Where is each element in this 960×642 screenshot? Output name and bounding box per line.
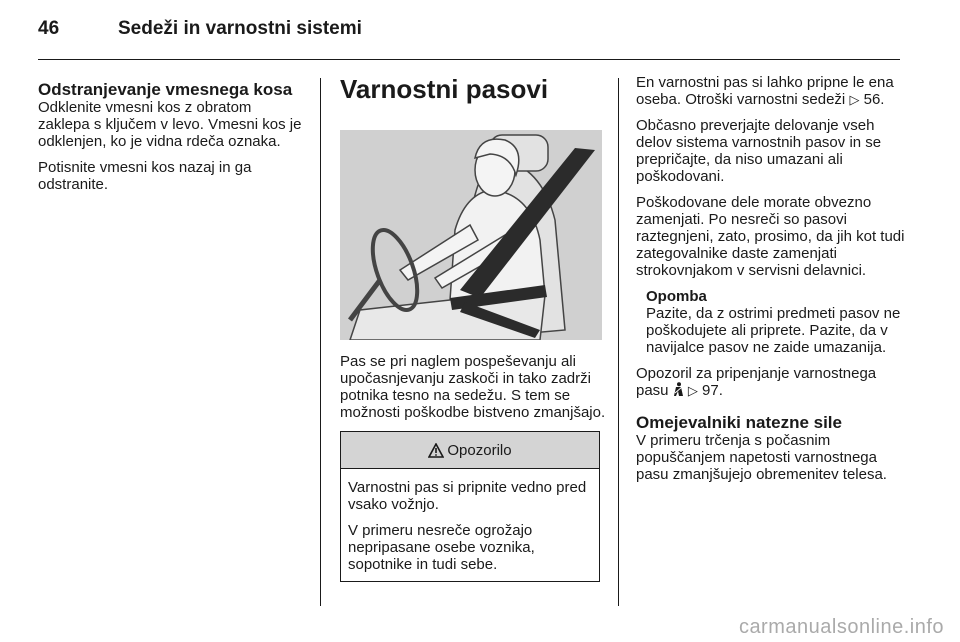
seatbelt-indicator-icon: [673, 382, 684, 397]
warning-body: [341, 469, 599, 581]
page-reference: 97.: [702, 382, 723, 399]
column-divider-left: [320, 78, 321, 606]
header-rule: [38, 59, 900, 60]
warning-header: [341, 432, 599, 469]
page-reference-arrow-icon: ▷: [849, 92, 860, 107]
column-divider-right: [618, 78, 619, 606]
paragraph: Poškodovane dele morate obvezno zamenjati. Po nesreči so pasovi raztegnjeni, zato, prosimo, da jih kot tudi zategovalnike daste zamenjati strokovnjakom v servisni delavnici.: [636, 194, 905, 279]
paragraph: Opozoril za pripenjanje varnostnega pasu ▷ 97.: [636, 365, 877, 399]
note-text: Pazite, da z ostrimi predmeti pasov ne poškodujete ali priprete. Pazite, da v navijalce pasov ne zaide umazanija.: [646, 305, 901, 356]
note-title: Opomba: [646, 288, 707, 305]
section-heading-removing-insert: Odstranjevanje vmesnega kosa: [38, 80, 293, 99]
warning-triangle-icon: [428, 443, 444, 458]
warning-paragraph: V primeru nesreče ogrožajo nepripasane osebe voznika, sopotnike in tudi sebe.: [348, 522, 535, 573]
paragraph: Odklenite vmesni kos z obratom zaklepa s ključem v levo. Vmesni kos je odklenjen, ko je vidna rdeča oznaka.: [38, 99, 302, 150]
note-box: [646, 288, 906, 356]
paragraph: Pas se pri naglem pospeševanju ali upočasnjevanju zaskoči in tako zadrži potnika tesno na sedežu. S tem se možnosti poškodbe bistveno zmanjšajo.: [340, 353, 606, 421]
warning-title: Opozorilo: [447, 441, 512, 459]
paragraph: V primeru trčenja s počasnim popuščanjem napetosti varnostnega pasu zmanjšujejo obremenitev telesa.: [636, 432, 887, 483]
section-heading-belt-force-limiters: Omejevalniki natezne sile: [636, 413, 842, 432]
page-number: 46: [38, 18, 60, 39]
paragraph: En varnostni pas si lahko pripne le ena oseba. Otroški varnostni sedeži ▷ 56.: [636, 74, 894, 108]
seatbelt-driver-illustration: [340, 130, 602, 340]
watermark: carmanualsonline.info: [738, 616, 944, 638]
column-2: [340, 74, 608, 582]
paragraph: Občasno preverjajte delovanje vseh delov sistema varnostnih pasov in se prepričajte, da niso umazani ali poškodovani.: [636, 117, 882, 185]
warning-box: [340, 431, 600, 582]
column-3: [636, 74, 906, 492]
page-reference: 56.: [863, 91, 885, 108]
section-title-seat-belts: Varnostni pasovi: [340, 74, 549, 104]
running-title: Sedeži in varnostni sistemi: [118, 18, 362, 39]
page-reference-arrow-icon: ▷: [687, 383, 698, 398]
column-1: [38, 74, 306, 202]
paragraph: Potisnite vmesni kos nazaj in ga odstranite.: [38, 159, 252, 193]
warning-paragraph: Varnostni pas si pripnite vedno pred vsako vožnjo.: [348, 479, 587, 513]
